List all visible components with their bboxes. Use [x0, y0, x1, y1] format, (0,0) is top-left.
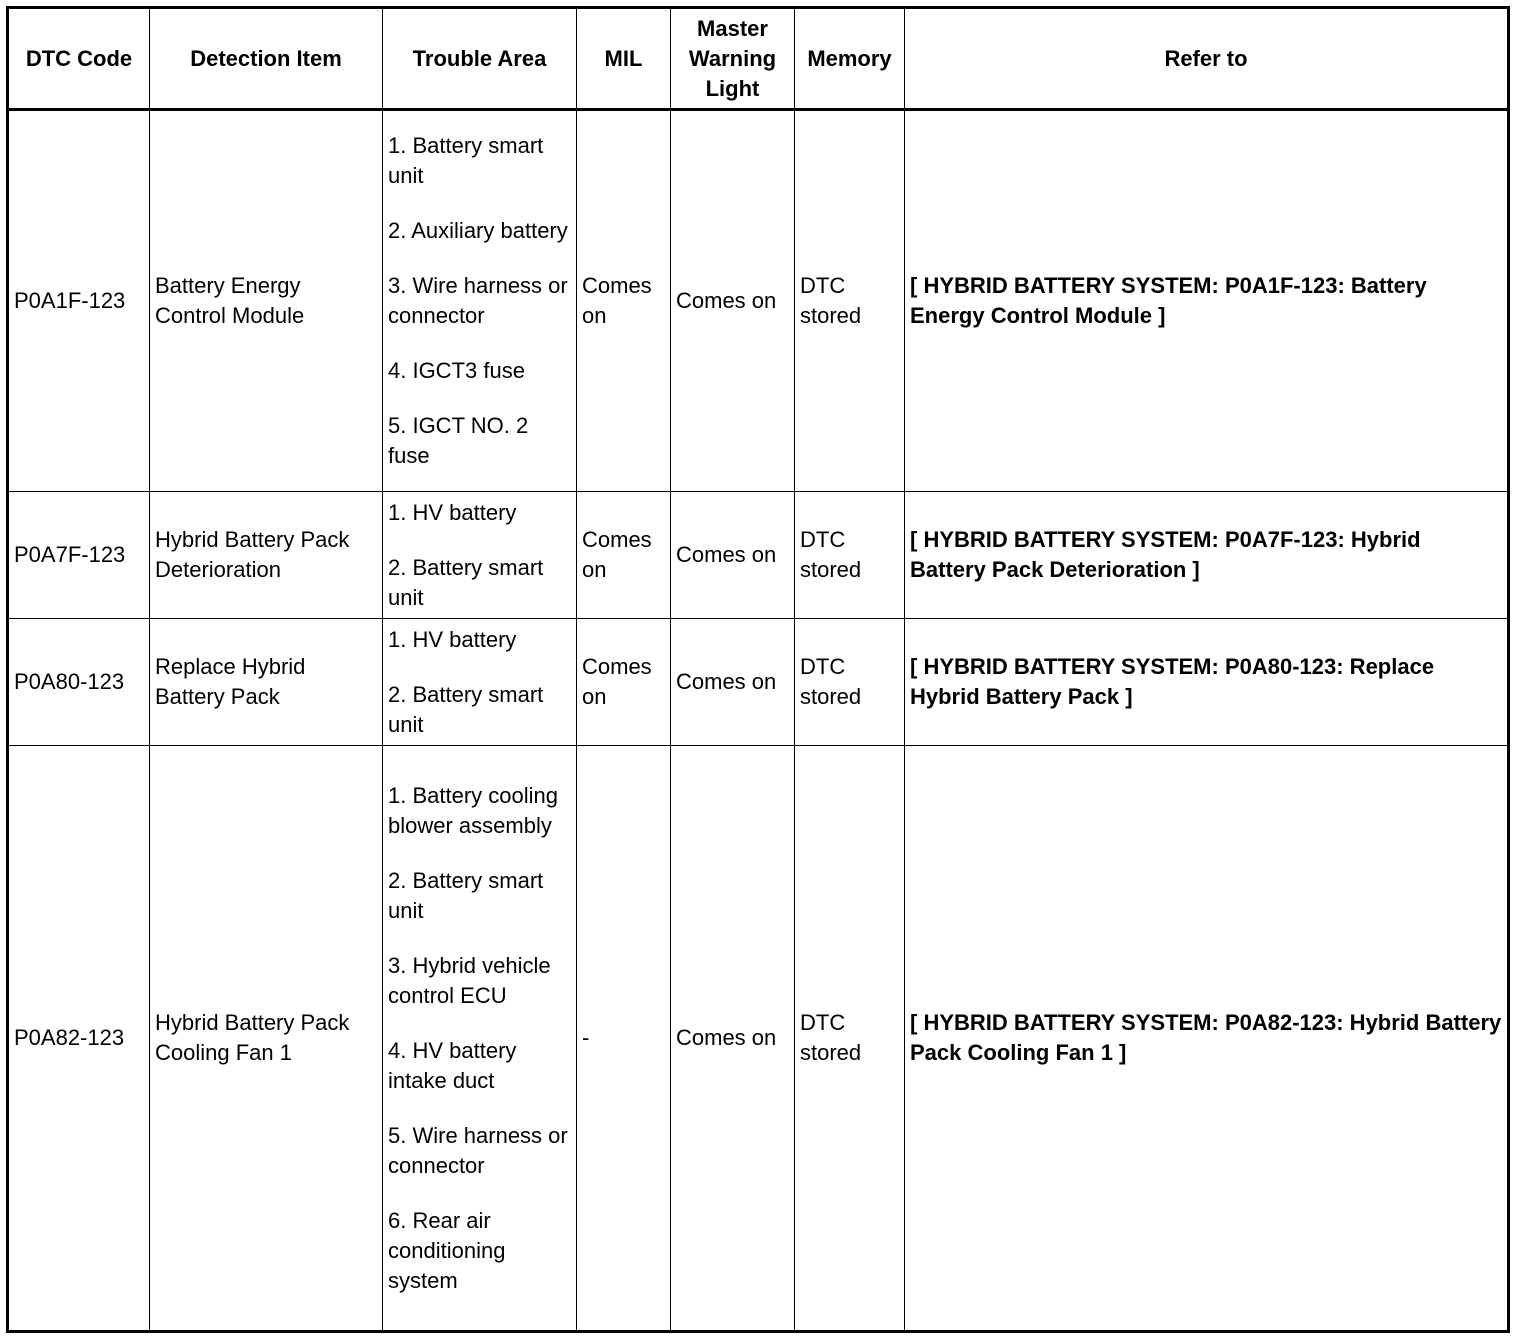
master-warning-cell: Comes on	[671, 619, 795, 746]
mil-cell: Comes on	[577, 110, 671, 492]
trouble-area-item: 2. Battery smart unit	[388, 681, 544, 737]
detection-item-cell: Replace Hybrid Battery Pack	[150, 619, 383, 746]
header-mil: MIL	[577, 8, 671, 110]
table-row	[8, 619, 1509, 746]
header-detection-item: Detection Item	[150, 8, 383, 110]
trouble-area-item: 1. Battery smart unit	[388, 133, 544, 188]
refer-to-link[interactable]: [ HYBRID BATTERY SYSTEM: P0A82-123: Hybrid Battery Pack Cooling Fan 1 ]	[905, 746, 1509, 1332]
header-memory: Memory	[795, 8, 905, 110]
master-warning-cell: Comes on	[671, 492, 795, 619]
trouble-area-cell	[383, 492, 577, 619]
trouble-area-item: 2. Auxiliary battery	[388, 218, 568, 243]
master-warning-cell: Comes on	[671, 746, 795, 1332]
mil-cell: -	[577, 746, 671, 1332]
dtc-code-cell: P0A82-123	[8, 746, 150, 1332]
table-header-row	[8, 8, 1509, 110]
refer-to-link[interactable]: [ HYBRID BATTERY SYSTEM: P0A7F-123: Hybrid Battery Pack Deterioration ]	[905, 492, 1509, 619]
table-row	[8, 746, 1509, 1332]
header-master-warning-light: Master Warning Light	[671, 8, 795, 110]
mil-cell: Comes on	[577, 492, 671, 619]
trouble-area-item: 5. IGCT NO. 2 fuse	[388, 413, 529, 468]
mil-cell: Comes on	[577, 619, 671, 746]
header-trouble-area: Trouble Area	[383, 8, 577, 110]
memory-cell: DTC stored	[795, 110, 905, 492]
refer-to-link[interactable]: [ HYBRID BATTERY SYSTEM: P0A1F-123: Battery Energy Control Module ]	[905, 110, 1509, 492]
table-row	[8, 492, 1509, 619]
master-warning-cell: Comes on	[671, 110, 795, 492]
detection-item-cell: Hybrid Battery Pack Deterioration	[150, 492, 383, 619]
trouble-area-item: 4. HV battery intake duct	[388, 1037, 517, 1093]
detection-item-cell: Hybrid Battery Pack Cooling Fan 1	[150, 746, 383, 1332]
memory-cell: DTC stored	[795, 619, 905, 746]
trouble-area-item: 4. IGCT3 fuse	[388, 358, 525, 383]
trouble-area-item: 2. Battery smart unit	[388, 554, 544, 610]
memory-cell: DTC stored	[795, 492, 905, 619]
dtc-code-cell: P0A7F-123	[8, 492, 150, 619]
trouble-area-cell	[383, 746, 577, 1332]
table-row	[8, 110, 1509, 492]
trouble-area-cell	[383, 110, 577, 492]
dtc-code-cell: P0A1F-123	[8, 110, 150, 492]
header-dtc-code: DTC Code	[8, 8, 150, 110]
trouble-area-item: 2. Battery smart unit	[388, 867, 544, 923]
trouble-area-cell	[383, 619, 577, 746]
trouble-area-item: 3. Hybrid vehicle control ECU	[388, 952, 551, 1008]
trouble-area-item: 1. HV battery	[388, 499, 517, 525]
dtc-table	[6, 6, 1510, 1333]
trouble-area-item: 1. Battery cooling blower assembly	[388, 782, 558, 838]
detection-item-cell: Battery Energy Control Module	[150, 110, 383, 492]
trouble-area-item: 3. Wire harness or connector	[388, 273, 568, 328]
dtc-code-cell: P0A80-123	[8, 619, 150, 746]
trouble-area-item: 1. HV battery	[388, 626, 517, 652]
memory-cell: DTC stored	[795, 746, 905, 1332]
trouble-area-item: 6. Rear air conditioning system	[388, 1207, 506, 1293]
refer-to-link[interactable]: [ HYBRID BATTERY SYSTEM: P0A80-123: Replace Hybrid Battery Pack ]	[905, 619, 1509, 746]
header-refer-to: Refer to	[905, 8, 1509, 110]
trouble-area-item: 5. Wire harness or connector	[388, 1122, 568, 1178]
